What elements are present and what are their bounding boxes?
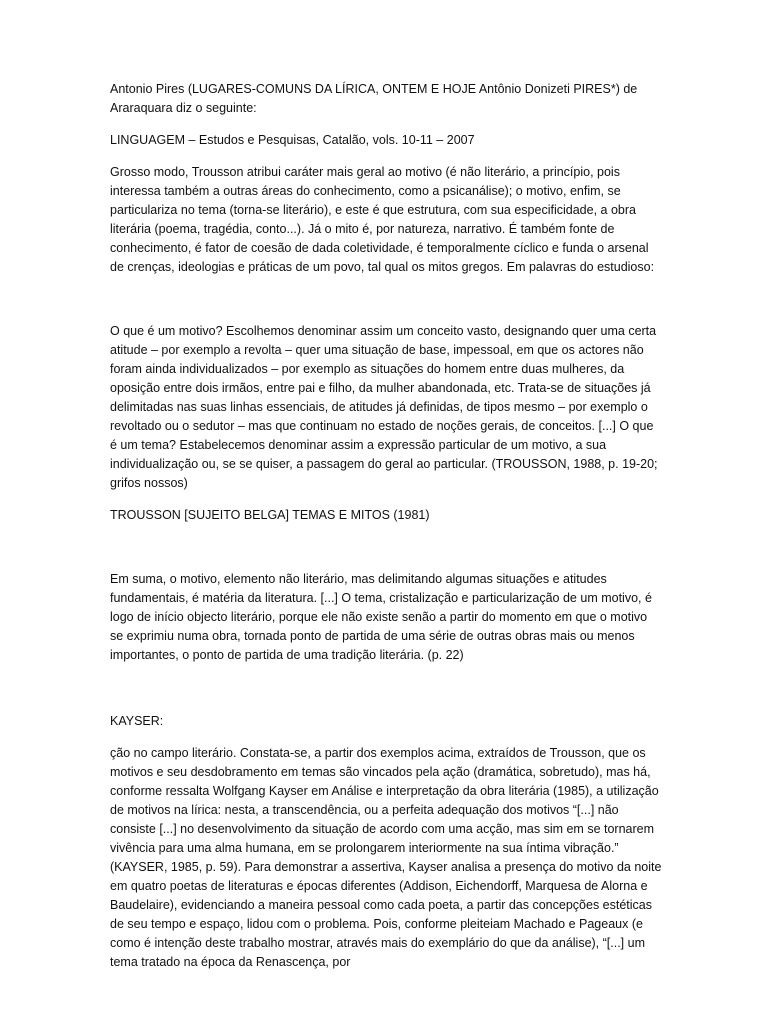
quote-paragraph-1: O que é um motivo? Escolhemos denominar assim um conceito vasto, designando quer uma certa atitude – por exemplo a revolta – quer uma situação de base, impessoal, em que os actores não foram ainda individualizados – por exemplo as situações do homem entre duas mulheres, da oposição entre dois irmãos, entre pai e filho, da mulher abandonada, etc. Trata-se de situações já delimitadas nas suas linhas essenciais, de atitudes já definidas, de tipos mesmo – por exemplo o revoltado ou o sedutor – mas que continuam no estado de noções gerais, de conceitos. [...] O que é um tema? Estabelecemos denominar assim a expressão particular de um motivo, a sua individualização ou, se se quiser, a passagem do geral ao particular. (TROUSSON, 1988, p. 19-20; grifos nossos)	[110, 324, 658, 490]
intro-paragraph: Antonio Pires (LUGARES-COMUNS DA LÍRICA, ONTEM E HOJE Antônio Donizeti PIRES*) de Araraquara diz o seguinte:	[110, 82, 638, 115]
quote-paragraph-2: Em suma, o motivo, elemento não literário, mas delimitando algumas situações e atitudes fundamentais, é matéria da literatura. [...] O tema, cristalização e particularização de um motivo, é logo de início objecto literário, porque ele não existe senão a partir do momento em que o motivo se exprimiu numa obra, tornada ponto de partida de uma série de outras obras mais ou menos importantes, o ponto de partida de uma tradição literária. (p. 22)	[110, 572, 652, 662]
source-line: LINGUAGEM – Estudos e Pesquisas, Catalão, vols. 10-11 – 2007	[110, 133, 475, 147]
document-page	[110, 80, 662, 985]
spacer	[110, 538, 662, 570]
spacer	[110, 290, 662, 322]
spacer	[110, 678, 662, 712]
body-paragraph-1: Grosso modo, Trousson atribui caráter mais geral ao motivo (é não literário, a princípio, pois interessa também a outras áreas do conhecimento, como a psicanálise); o motivo, enfim, se particulariza no tema (torna-se literário), e este é que estrutura, com sua especificidade, a obra literária (poema, tragédia, conto...). Já o mito é, por natureza, narrativo. É também fonte de conhecimento, é fator de coesão de dada coletividade, é temporalmente cíclico e funda o arsenal de crenças, ideologias e práticas de um povo, tal qual os mitos gregos. Em palavras do estudioso:	[110, 165, 655, 274]
kayser-heading: KAYSER:	[110, 714, 164, 728]
kayser-paragraph: ção no campo literário. Constata-se, a partir dos exemplos acima, extraídos de Trousson, que os motivos e seu desdobramento em temas são vincados pela ação (dramática, sobretudo), mas há, conforme ressalta Wolfgang Kayser em Análise e interpretação da obra literária (1985), a utilização de motivos na lírica: nesta, a transcendência, ou a perfeita adequação dos motivos “[...] não consiste [...] no desenvolvimento da situação de acordo com uma acção, mas sim em se tornarem vivência para uma alma humana, em se prolongarem interiormente na sua íntima vibração.” (KAYSER, 1985, p. 59). Para demonstrar a assertiva, Kayser analisa a presença do motivo da noite em quatro poetas de literaturas e épocas diferentes (Addison, Eichendorff, Marquesa de Alorna e Baudelaire), evidenciando a maneira pessoal como cada poeta, a partir das concepções estéticas de seu tempo e espaço, lidou com o problema. Pois, conforme pleiteiam Machado e Pageaux (e como é intenção deste trabalho mostrar, através mais do exemplário do que da análise), “[...] um tema tratado na época da Renascença, por	[110, 746, 662, 969]
trousson-heading: TROUSSON [SUJEITO BELGA] TEMAS E MITOS (1981)	[110, 508, 430, 522]
